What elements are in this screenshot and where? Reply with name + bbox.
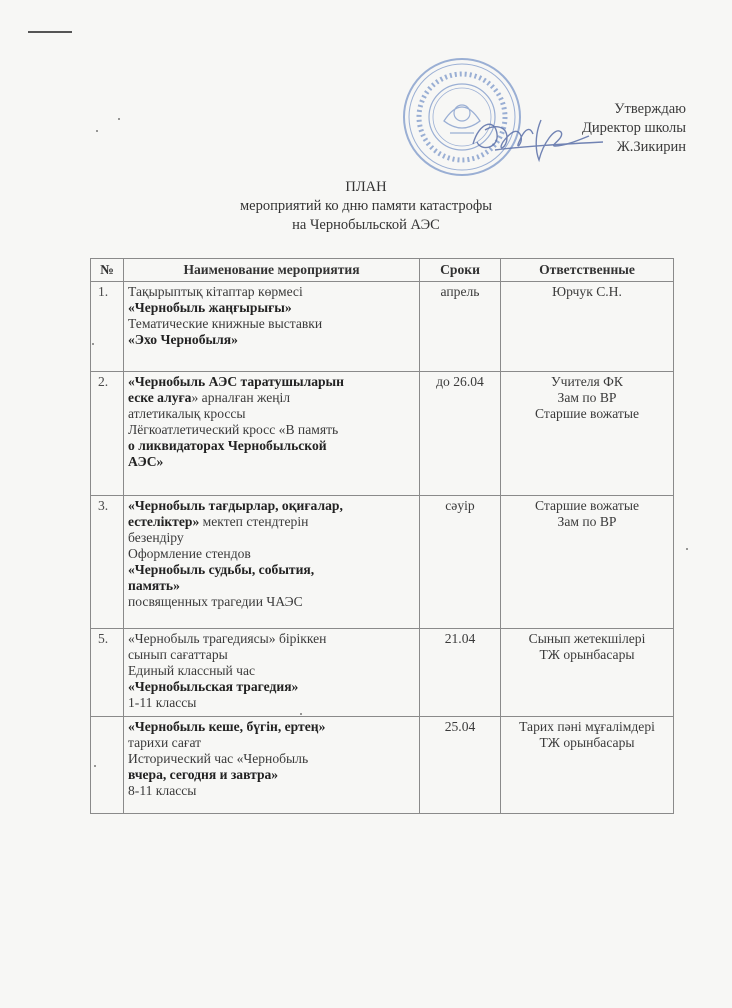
event-name-cell <box>124 496 420 629</box>
responsible-cell <box>501 629 674 717</box>
event-name-line <box>128 695 415 711</box>
event-name-line <box>128 594 415 610</box>
events-table <box>90 258 674 814</box>
event-name-line <box>128 454 415 470</box>
event-name-text: «Чернобыль трагедиясы» біріккен <box>128 631 327 646</box>
row-number: 1. <box>91 282 124 372</box>
event-name-line <box>128 374 415 390</box>
event-name-line <box>128 647 415 663</box>
scan-speck <box>686 548 688 550</box>
event-name-text: «Чернобыль тағдырлар, оқиғалар, <box>128 498 343 513</box>
event-name-text: еске алуға <box>128 390 192 405</box>
event-name-text: «Эхо Чернобыля» <box>128 332 238 347</box>
event-name-line <box>128 498 415 514</box>
table-row <box>91 629 674 717</box>
event-name-line <box>128 284 415 300</box>
event-name-text: память» <box>128 578 180 593</box>
event-name-text: естеліктер» <box>128 514 200 529</box>
table-body <box>91 282 674 814</box>
table-row <box>91 372 674 496</box>
event-name-text: 1-11 классы <box>128 695 197 710</box>
scan-mark <box>28 31 72 33</box>
event-name-cell <box>124 717 420 814</box>
event-name-line <box>128 530 415 546</box>
responsible-person: Старшие вожатые <box>535 498 639 513</box>
event-name-line <box>128 751 415 767</box>
event-name-text: сынып сағаттары <box>128 647 228 662</box>
event-date: до 26.04 <box>420 372 501 496</box>
event-date: апрель <box>420 282 501 372</box>
approval-line: Утверждаю <box>614 101 686 117</box>
event-date: сәуір <box>420 496 501 629</box>
header-event-name: Наименование мероприятия <box>124 259 420 282</box>
row-number: 5. <box>91 629 124 717</box>
responsible-person: ТЖ орынбасары <box>539 647 635 662</box>
event-name-line <box>128 332 415 348</box>
approval-director-name: Ж.Зикирин <box>616 139 686 155</box>
responsible-person: Старшие вожатые <box>535 406 639 421</box>
responsible-person: Зам по ВР <box>557 514 617 529</box>
header-responsible: Ответственные <box>501 259 674 282</box>
event-name-text: Лёгкоатлетический кросс «В память <box>128 422 339 437</box>
event-name-line <box>128 767 415 783</box>
event-name-text: Тақырыптық кітаптар көрмесі <box>128 284 303 299</box>
event-name-suffix: мектеп стендтерін <box>199 514 309 529</box>
header-number: № <box>91 259 124 282</box>
responsible-cell <box>501 496 674 629</box>
event-name-text: о ликвидаторах Чернобыльской <box>128 438 327 453</box>
event-date: 25.04 <box>420 717 501 814</box>
event-name-text: Тематические книжные выставки <box>128 316 323 331</box>
event-name-line <box>128 316 415 332</box>
event-name-text: вчера, сегодня и завтра» <box>128 767 279 782</box>
event-name-text: «Чернобыльская трагедия» <box>128 679 299 694</box>
event-name-cell <box>124 629 420 717</box>
title-line-3: на Чернобыльской АЭС <box>292 217 440 233</box>
responsible-person: Зам по ВР <box>557 390 617 405</box>
table-row <box>91 496 674 629</box>
event-name-cell <box>124 282 420 372</box>
event-name-cell <box>124 372 420 496</box>
event-name-text: посвященных трагедии ЧАЭС <box>128 594 303 609</box>
responsible-person: Сынып жетекшілері <box>528 631 646 646</box>
event-name-suffix: » арналған жеңіл <box>191 390 291 405</box>
responsible-cell <box>501 372 674 496</box>
event-name-line <box>128 390 415 406</box>
event-name-text: Оформление стендов <box>128 546 251 561</box>
event-name-text: «Чернобыль кеше, бүгін, ертең» <box>128 719 326 734</box>
event-name-line <box>128 406 415 422</box>
event-name-line <box>128 422 415 438</box>
event-name-text: АЭС» <box>128 454 164 469</box>
event-name-line <box>128 546 415 562</box>
event-date: 21.04 <box>420 629 501 717</box>
row-number: 3. <box>91 496 124 629</box>
approval-position: Директор школы <box>582 120 686 136</box>
scan-speck <box>118 118 120 120</box>
approval-block <box>582 100 686 157</box>
scan-speck <box>96 130 98 132</box>
event-name-line <box>128 631 415 647</box>
table-row <box>91 282 674 372</box>
responsible-person: Тарих пәні мұғалімдері <box>519 719 655 734</box>
responsible-person: Юрчук С.Н. <box>552 284 622 299</box>
table-row <box>91 717 674 814</box>
event-name-text: тарихи сағат <box>128 735 202 750</box>
table-header-row <box>91 259 674 282</box>
event-name-line <box>128 663 415 679</box>
row-number <box>91 717 124 814</box>
plan-title <box>0 178 732 235</box>
event-name-line <box>128 578 415 594</box>
row-number: 2. <box>91 372 124 496</box>
event-name-line <box>128 719 415 735</box>
event-name-text: безендіру <box>128 530 184 545</box>
event-name-line <box>128 514 415 530</box>
responsible-cell <box>501 282 674 372</box>
event-name-text: «Чернобыль жаңғырығы» <box>128 300 292 315</box>
event-name-text: Исторический час «Чернобыль <box>128 751 309 766</box>
event-name-line <box>128 735 415 751</box>
responsible-person: ТЖ орынбасары <box>539 735 635 750</box>
title-line-1: ПЛАН <box>345 179 387 195</box>
event-name-line <box>128 562 415 578</box>
event-name-text: Единый классный час <box>128 663 256 678</box>
event-name-line <box>128 438 415 454</box>
event-name-text: «Чернобыль АЭС таратушыларын <box>128 374 344 389</box>
responsible-person: Учителя ФК <box>551 374 623 389</box>
event-name-text: 8-11 классы <box>128 783 197 798</box>
header-dates: Сроки <box>420 259 501 282</box>
responsible-cell <box>501 717 674 814</box>
event-name-line <box>128 679 415 695</box>
title-line-2: мероприятий ко дню памяти катастрофы <box>240 198 492 214</box>
event-name-line <box>128 783 415 799</box>
event-name-text: «Чернобыль судьбы, события, <box>128 562 315 577</box>
event-name-text: атлетикалық кроссы <box>128 406 246 421</box>
event-name-line <box>128 300 415 316</box>
